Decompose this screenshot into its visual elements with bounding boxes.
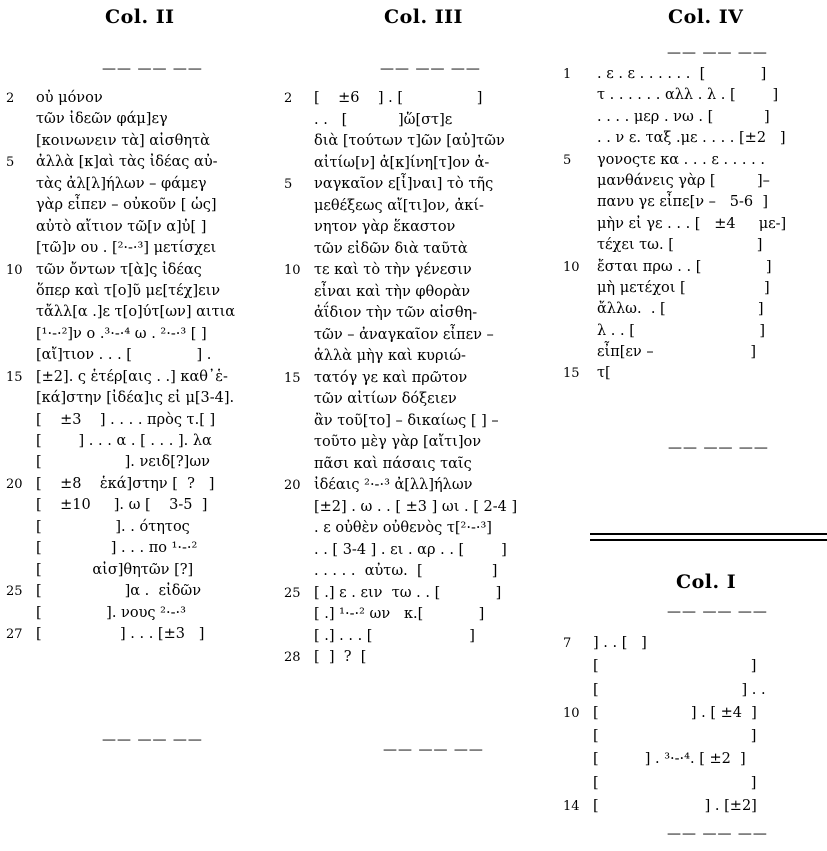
text-line — [284, 110, 546, 132]
line-number: 10 — [563, 705, 580, 721]
text-line — [563, 171, 825, 192]
line-text: νητον γὰρ ἕκαστον — [314, 219, 456, 235]
text-line — [284, 368, 546, 390]
line-text: τατόγ γε καὶ πρῶτον — [314, 369, 468, 386]
col1-text — [563, 632, 825, 818]
text-line — [284, 389, 546, 411]
text-line — [284, 153, 546, 175]
text-line — [284, 239, 546, 261]
col4-bottom-dashes: —— —— —— — [668, 440, 769, 456]
line-number: 14 — [563, 799, 580, 815]
line-text: ἰδέαις ²·-·³ ἀ[λλ]ήλων — [314, 477, 473, 493]
line-text: [ ] . [±2] — [593, 798, 757, 815]
text-line — [6, 388, 266, 409]
text-line — [6, 281, 266, 302]
line-text: γὰρ εἶπεν – οὐκοῦν [ ὡς] — [36, 197, 217, 214]
text-line — [6, 538, 266, 559]
text-line — [284, 454, 546, 476]
line-text: [κοινωνειν τὰ] αἰσθητὰ — [36, 132, 210, 149]
text-line — [563, 150, 825, 171]
line-text: ἀλλὰ μὴγ καὶ κυριώ- — [314, 348, 466, 364]
line-text: [ ]. νους ²·-·³ — [36, 604, 186, 621]
line-text: [ ] . ³·-·⁴. [ ±2 ] — [593, 751, 746, 768]
line-text: τέχει τω. [ ] — [597, 237, 763, 254]
text-line — [6, 238, 266, 259]
line-text: . . [ 3-4 ] . ει . αρ . . [ ] — [314, 541, 507, 558]
col3-bottom-dashes: —— —— —— — [383, 742, 484, 758]
text-line — [563, 632, 825, 655]
col4-top-dashes: —— —— —— — [667, 45, 768, 61]
line-text: [ ] ? [ — [314, 649, 367, 665]
text-line — [284, 217, 546, 239]
text-line — [6, 431, 266, 452]
line-number: 15 — [563, 366, 580, 382]
text-line — [563, 278, 825, 299]
text-line — [563, 748, 825, 771]
text-line — [6, 109, 266, 130]
line-text: τὰς ἀλ[λ]ήλων – φάμεγ — [36, 175, 207, 192]
line-text: ἄλλω. . [ ] — [597, 301, 764, 318]
line-text: [ ] . . . α . [ . . . ]. λα — [36, 433, 212, 449]
text-line — [284, 174, 546, 196]
text-line — [6, 410, 266, 431]
line-number: 25 — [6, 584, 23, 600]
text-line — [284, 346, 546, 368]
text-line — [284, 561, 546, 583]
text-line — [284, 260, 546, 282]
col1-bottom-dashes: —— —— —— — [667, 826, 768, 842]
text-line — [284, 325, 546, 347]
text-line — [563, 679, 825, 702]
line-text: [¹·-·²]ν ο .³·-·⁴ ω . ²·-·³ [ ] — [36, 325, 207, 342]
line-text: τ . . . . . . αλλ . λ . [ ] — [597, 87, 779, 104]
line-text: [αἴ]τιον . . . [ ] . — [36, 347, 212, 364]
text-line — [284, 518, 546, 540]
line-number: 10 — [563, 259, 580, 275]
text-line — [6, 452, 266, 473]
line-text: [ ] . . . [±3 ] — [36, 625, 205, 642]
line-text: πανυ γε εἶπε[ν – 5-6 ] — [597, 194, 768, 211]
line-number: 10 — [284, 263, 301, 278]
line-text: [ ] . . . πο ¹·-·² — [36, 540, 198, 557]
text-line — [6, 195, 266, 216]
text-line — [284, 604, 546, 626]
text-line — [284, 282, 546, 304]
text-line — [284, 647, 546, 669]
line-text: [ ±6 ] . [ ] — [314, 90, 483, 106]
text-line — [563, 192, 825, 213]
line-text: [±2] . ω . . [ ±3 ] ωι . [ 2-4 ] — [314, 498, 518, 515]
line-text: τῶν ὄντων τ[ὰ]ς ἰδέας — [36, 261, 202, 278]
col3-title: Col. III — [384, 6, 463, 28]
line-text: μανθάνεις γὰρ [ ]– — [597, 172, 770, 189]
text-line — [563, 235, 825, 256]
line-text: [ .] . . . [ ] — [314, 627, 475, 644]
line-number: 2 — [6, 91, 15, 106]
line-text: [ ±10 ]. ω [ 3-5 ] — [36, 497, 208, 514]
text-line — [563, 342, 825, 363]
text-line — [284, 196, 546, 218]
line-number: 5 — [563, 152, 572, 168]
col3-top-dashes: —— —— —— — [380, 61, 481, 77]
line-number: 2 — [284, 91, 293, 106]
line-number: 5 — [6, 155, 15, 171]
line-number: 28 — [284, 650, 301, 665]
text-line — [563, 363, 825, 384]
line-text: ἔσται πρω . . [ ] — [597, 258, 772, 275]
text-line — [563, 85, 825, 106]
col2-bottom-dashes: —— —— —— — [102, 732, 203, 748]
text-line — [6, 345, 266, 366]
separator-rule-top — [590, 533, 827, 535]
line-text: . . [ ]ὥ[στ]ε — [314, 111, 453, 128]
line-number: 25 — [284, 585, 301, 601]
col2-top-dashes: —— —— —— — [102, 61, 203, 77]
text-line — [6, 324, 266, 345]
col2-text — [6, 88, 266, 645]
line-text: τε καὶ τὸ τὴν γένεσιν — [314, 262, 472, 278]
text-line — [6, 88, 266, 109]
line-number: 5 — [284, 177, 293, 192]
line-text: . ε οὐθὲν οὐθενὸς τ[²·-·³] — [314, 520, 492, 536]
text-line — [6, 581, 266, 602]
col4-text — [563, 64, 825, 385]
text-line — [563, 772, 825, 795]
line-number: 15 — [6, 369, 23, 385]
text-line — [6, 260, 266, 281]
line-text: πᾶσι καὶ πάσαις ταῖς — [314, 455, 472, 472]
text-line — [284, 583, 546, 605]
text-line — [563, 107, 825, 128]
col1-title: Col. I — [676, 571, 737, 593]
line-text: [ .] ε . ειν τω . . [ ] — [314, 584, 502, 601]
line-text: [ ] . [ ±4 ] — [593, 704, 757, 721]
line-text: γονοςτε κα . . . ε . . . . . — [597, 151, 765, 168]
text-line — [284, 432, 546, 454]
text-line — [6, 217, 266, 238]
text-line — [563, 299, 825, 320]
line-number: 20 — [284, 478, 301, 493]
text-line — [284, 131, 546, 153]
line-text: ἀΐδιον τὴν τῶν αἰσθη- — [314, 305, 478, 321]
text-line — [6, 367, 266, 388]
line-text: τοῦτο μὲγ γὰρ [αἴτι]ον — [314, 434, 482, 450]
line-text: ὅπερ καὶ τ[ο]ῦ με[τέχ]ειν — [36, 282, 221, 299]
line-text: ἂν τοῦ[το] – δικαίως [ ] – — [314, 412, 499, 429]
line-text: ] . . [ ] — [593, 635, 647, 651]
line-text: . ε . ε . . . . . . [ ] — [597, 66, 767, 82]
line-text: τ[ — [597, 365, 611, 382]
text-line — [284, 540, 546, 562]
text-line — [563, 795, 825, 818]
line-text: διὰ [τούτων τ]ῶν [αὐ]τῶν — [314, 133, 505, 149]
line-text: [ ]. . ότητος — [36, 518, 190, 535]
line-text: . . . . . αὐτω. [ ] — [314, 563, 498, 579]
line-text: . . ν ε. ταξ .με . . . . [±2 ] — [597, 130, 786, 147]
col4-title: Col. IV — [668, 6, 744, 28]
line-text: εἶναι καὶ τὴν φθορὰν — [314, 283, 471, 300]
line-text: αὐτὸ αἴτιον τῶ[ν α]ὐ[ ] — [36, 218, 207, 235]
line-text: μὴ μετέχοι [ ] — [597, 279, 770, 296]
col2-title: Col. II — [105, 6, 175, 28]
line-text: λ . . [ ] — [597, 322, 765, 339]
line-text: μεθέξεως αἴ[τι]ον, ἀκί- — [314, 197, 484, 214]
text-line — [563, 725, 825, 748]
line-text: εἶπ[εν – ] — [597, 344, 757, 361]
text-line — [6, 302, 266, 323]
col1-top-dashes: —— —— —— — [667, 604, 768, 620]
line-text: [ αἰσ]θητῶν [?] — [36, 561, 194, 578]
text-line — [6, 495, 266, 516]
line-text: [ ] — [593, 658, 757, 675]
text-line — [563, 655, 825, 678]
line-text: μὴν εἰ γε . . . [ ±4 με-] — [597, 215, 787, 232]
line-text: τἄλλ[α .]ε τ[ο]ύτ[ων] αιτια — [36, 304, 236, 321]
text-line — [563, 214, 825, 235]
text-line — [563, 702, 825, 725]
line-number: 10 — [6, 262, 23, 278]
separator-rule-bottom — [590, 539, 827, 541]
line-text: [ ] . . — [593, 681, 766, 698]
text-line — [563, 257, 825, 278]
line-text: ναγκαῖον ε[ἶ]ναι] τὸ τῆς — [314, 176, 494, 192]
col3-text — [284, 88, 546, 669]
line-number: 15 — [284, 370, 301, 386]
line-text: [ .] ¹·-·² ων κ.[ ] — [314, 606, 485, 622]
line-text: τῶν αἰτίων δόξειεν — [314, 391, 457, 407]
line-text: [ ±3 ] . . . . πρὸς τ.[ ] — [36, 411, 216, 428]
line-text: [ ] — [593, 774, 757, 791]
line-text: [ ]α . εἰδῶν — [36, 583, 202, 600]
text-line — [284, 497, 546, 519]
text-line — [6, 560, 266, 581]
line-text: οὐ μόνον — [36, 90, 103, 106]
line-number: 1 — [563, 67, 572, 82]
line-number: 27 — [6, 626, 23, 642]
line-text: τῶν ἰδεῶν φάμ]εγ — [36, 111, 168, 128]
line-text: τῶν εἰδῶν διὰ ταῦτὰ — [314, 240, 468, 257]
text-line — [6, 131, 266, 152]
line-text: [±2]. ς ἑτέρ[αις . .] καθ᾿ἑ- — [36, 368, 228, 385]
text-line — [284, 626, 546, 648]
line-text: [ ±8 ἑκά]στην [ ? ] — [36, 475, 215, 492]
line-text: . . . . μερ . νω . [ ] — [597, 108, 770, 125]
line-text: τῶν – ἀναγκαῖον εἶπεν – — [314, 326, 494, 343]
text-line — [563, 128, 825, 149]
line-text: [τῶ]ν ου . [²·-·³] μετίσχει — [36, 240, 217, 257]
text-line — [6, 174, 266, 195]
text-line — [6, 624, 266, 645]
line-text: αἰτίω[ν] ἀ[κ]ίνη[τ]ον ἀ- — [314, 154, 490, 171]
text-line — [284, 303, 546, 325]
text-line — [6, 152, 266, 173]
line-text: ἀλλὰ [κ]αὶ τὰς ἰδέας αὐ- — [36, 154, 218, 171]
text-line — [563, 64, 825, 85]
text-line — [6, 474, 266, 495]
text-line — [563, 321, 825, 342]
line-text: [ ]. νειδ[?]ων — [36, 454, 210, 471]
text-line — [284, 475, 546, 497]
text-line — [6, 517, 266, 538]
text-line — [284, 88, 546, 110]
line-number: 7 — [563, 636, 572, 651]
line-text: [ ] — [593, 728, 757, 745]
text-line — [284, 411, 546, 433]
line-number: 20 — [6, 476, 23, 492]
line-text: [κά]στην [ἰδέα]ις εἰ μ[3-4]. — [36, 390, 235, 407]
text-line — [6, 603, 266, 624]
